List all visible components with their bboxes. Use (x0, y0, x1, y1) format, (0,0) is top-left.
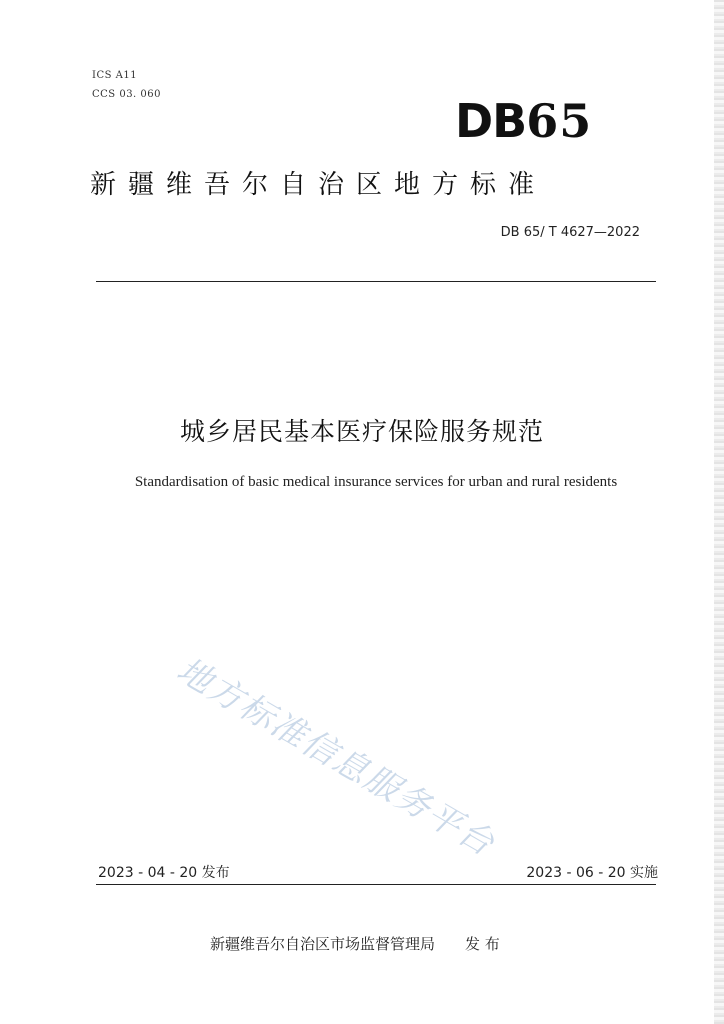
title-english: Standardisation of basic medical insurance services for urban and rural residents (134, 474, 618, 490)
standard-code: DB 65/ T 4627—2022 (500, 225, 640, 240)
standard-type-heading: 新疆维吾尔自治区地方标准 (90, 170, 547, 200)
header-divider (96, 281, 656, 282)
logo-number: 65 (526, 94, 593, 148)
watermark: 地方标准信息服务平台 (170, 650, 502, 865)
issuer-name: 新疆维吾尔自治区市场监督管理局 (210, 935, 436, 953)
ccs-code: CCS 03. 060 (92, 89, 162, 100)
issuer-line (210, 933, 500, 955)
title-chinese: 城乡居民基本医疗保险服务规范 (179, 417, 544, 446)
logo-prefix: DB (455, 94, 527, 148)
db65-logo (455, 93, 592, 149)
issuer-action: 发 布 (465, 935, 500, 953)
ics-code: ICS A11 (92, 70, 138, 81)
implementation-date: 2023 - 06 - 20 实施 (526, 865, 658, 881)
classification-codes (92, 66, 161, 104)
issue-date: 2023 - 04 - 20 发布 (98, 865, 230, 881)
scan-edge-artifact (714, 0, 724, 1024)
footer-divider (96, 884, 656, 885)
